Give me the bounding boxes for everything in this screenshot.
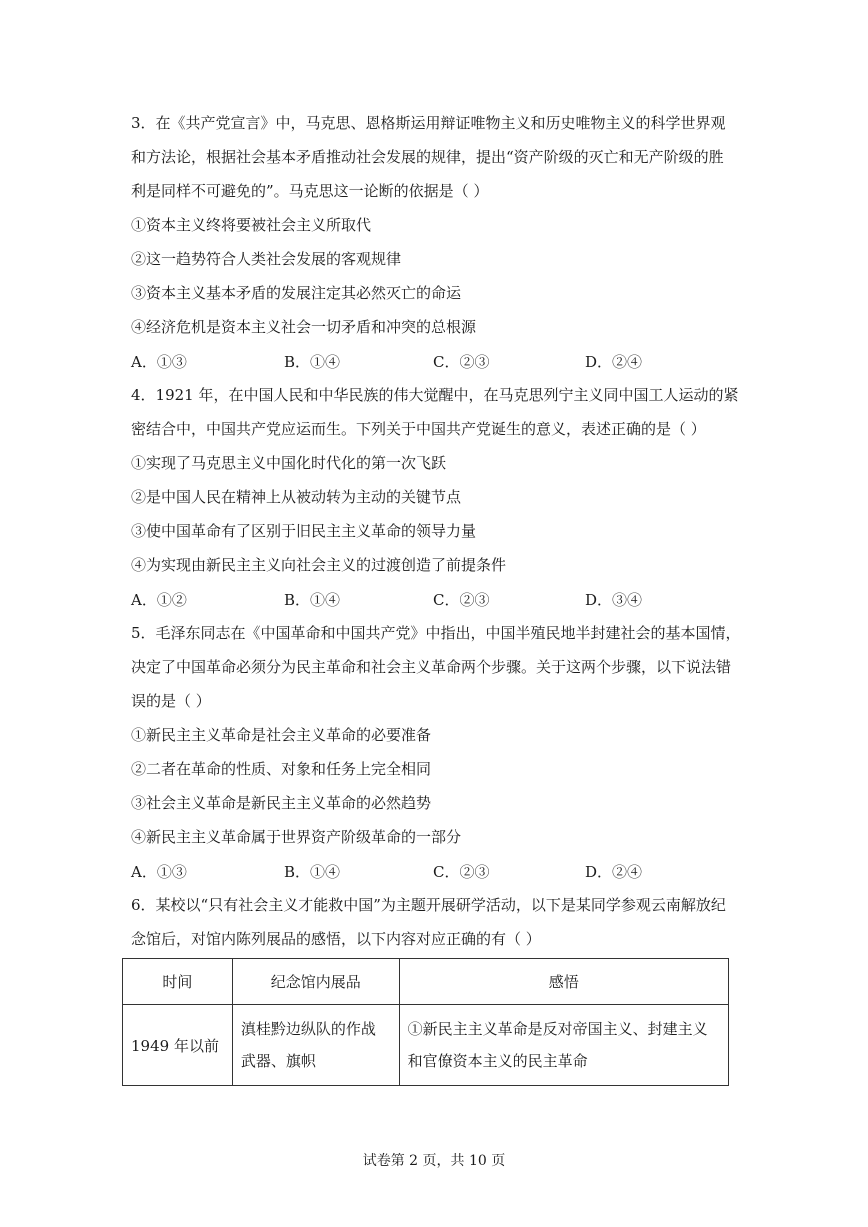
q3-choice-d[interactable]: D．②④	[585, 353, 643, 371]
header-insight: 感悟	[399, 959, 728, 1005]
q6-stem-line-1: 6．某校以“只有社会主义才能救中国”为主题开展研学活动，以下是某同学参观云南解放纪	[131, 896, 726, 914]
q4-option-4: ④为实现由新民主主义向社会主义的过渡创造了前提条件	[131, 556, 507, 574]
q5-stem-line-1: 5．毛泽东同志在《中国革命和中国共产党》中指出，中国半殖民地半封建社会的基本国情，	[131, 624, 741, 642]
table-row	[123, 1005, 729, 1086]
q3-stem-line-2: 和方法论，根据社会基本矛盾推动社会发展的规律，提出“资产阶级的灭亡和无产阶级的胜	[131, 148, 724, 166]
q5-choice-d[interactable]: D．②④	[585, 863, 643, 881]
header-exhibit: 纪念馆内展品	[232, 959, 399, 1005]
q5-choice-a[interactable]: A．①③	[131, 863, 187, 881]
q3-choices	[131, 351, 731, 371]
q3-stem-line-3: 利是同样不可避免的”。马克思这一论断的依据是（ ）	[131, 182, 489, 200]
q4-choice-c[interactable]: C．②③	[433, 591, 490, 609]
q5-stem-line-3: 误的是（ ）	[131, 692, 211, 710]
q4-choice-d[interactable]: D．③④	[585, 591, 643, 609]
q5-choice-b[interactable]: B．①④	[284, 863, 341, 881]
q6-table	[122, 958, 729, 1086]
q5-option-3: ③社会主义革命是新民主主义革命的必然趋势	[131, 794, 432, 812]
q3-option-3: ③资本主义基本矛盾的发展注定其必然灭亡的命运	[131, 284, 462, 302]
cell-exhibit	[232, 1005, 399, 1086]
table-header-row	[123, 959, 729, 1005]
cell-insight	[399, 1005, 728, 1086]
q5-choices	[131, 861, 731, 881]
q3-stem-line-1: 3．在《共产党宣言》中，马克思、恩格斯运用辩证唯物主义和历史唯物主义的科学世界观	[131, 114, 726, 132]
header-time: 时间	[123, 959, 233, 1005]
q4-choices	[131, 589, 731, 609]
q5-choice-c[interactable]: C．②③	[433, 863, 490, 881]
q4-stem-line-1: 4．1921 年，在中国人民和中华民族的伟大觉醒中，在马克思列宁主义同中国工人运动的紧	[131, 386, 739, 404]
exhibit-line-1: 滇桂黔边纵队的作战	[240, 1020, 376, 1038]
q4-option-3: ③使中国革命有了区别于旧民主主义革命的领导力量	[131, 522, 477, 540]
q4-stem-line-2: 密结合中，中国共产党应运而生。下列关于中国共产党诞生的意义，表述正确的是（ ）	[131, 420, 706, 438]
q4-option-1: ①实现了马克思主义中国化时代化的第一次飞跃	[131, 454, 447, 472]
q3-option-4: ④经济危机是资本主义社会一切矛盾和冲突的总根源	[131, 318, 477, 336]
insight-line-1: ①新民主主义革命是反对帝国主义、封建主义	[407, 1020, 708, 1038]
cell-time: 1949 年以前	[123, 1005, 233, 1086]
q5-stem-line-2: 决定了中国革命必须分为民主革命和社会主义革命两个步骤。关于这两个步骤，以下说法错	[131, 658, 732, 676]
q5-option-1: ①新民主主义革命是社会主义革命的必要准备	[131, 726, 432, 744]
q3-option-2: ②这一趋势符合人类社会发展的客观规律	[131, 250, 402, 268]
q3-choice-b[interactable]: B．①④	[284, 353, 341, 371]
insight-line-2: 和官僚资本主义的民主革命	[407, 1052, 588, 1070]
q4-choice-a[interactable]: A．①②	[131, 591, 187, 609]
page-footer: 试卷第 2 页，共 10 页	[362, 1153, 506, 1169]
q6-stem-line-2: 念馆后，对馆内陈列展品的感悟，以下内容对应正确的有（ ）	[131, 930, 541, 948]
q3-choice-a[interactable]: A．①③	[131, 353, 187, 371]
q4-choice-b[interactable]: B．①④	[284, 591, 341, 609]
q5-option-4: ④新民主主义革命属于世界资产阶级革命的一部分	[131, 828, 462, 846]
q3-choice-c[interactable]: C．②③	[433, 353, 490, 371]
q3-option-1: ①资本主义终将要被社会主义所取代	[131, 216, 372, 234]
q4-option-2: ②是中国人民在精神上从被动转为主动的关键节点	[131, 488, 462, 506]
q5-option-2: ②二者在革命的性质、对象和任务上完全相同	[131, 760, 432, 778]
exhibit-line-2: 武器、旗帜	[240, 1052, 316, 1070]
